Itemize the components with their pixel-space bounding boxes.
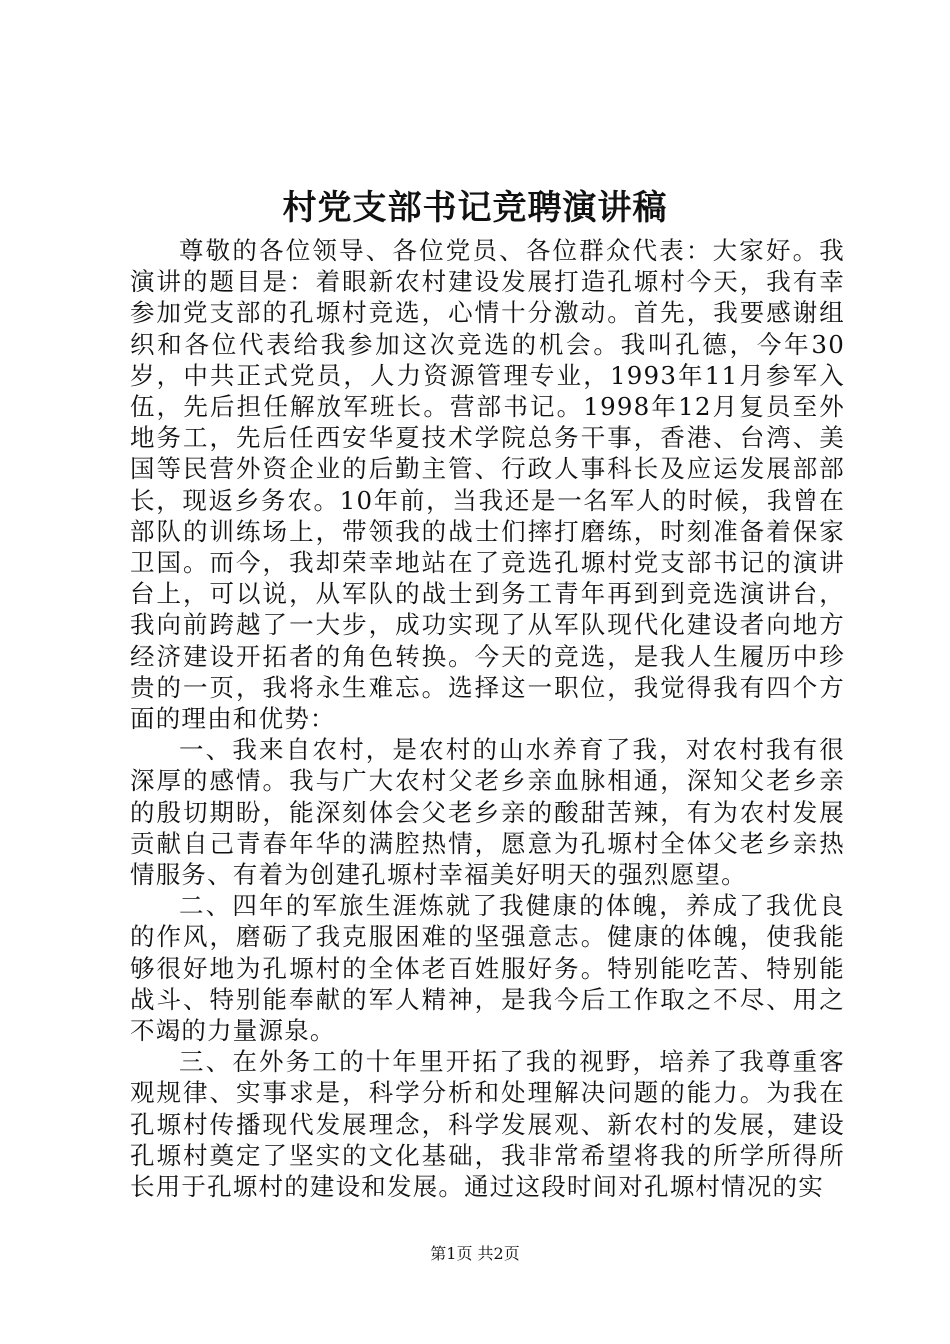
document-body — [130, 235, 845, 1202]
document-title: 村党支部书记竞聘演讲稿 — [282, 188, 668, 228]
paragraph-intro: 尊敬的各位领导、各位党员、各位群众代表：大家好。我演讲的题目是：着眼新农村建设发展打造孔塬村今天，我有幸参加党支部的孔塬村竞选，心情十分激动。首先，我要感谢组织和各位代表给我参加这次竞选的机会。我叫孔德，今年30岁，中共正式党员，人力资源管理专业，1993年11月参军入伍，先后担任解放军班长。营部书记。1998年12月复员至外地务工，先后任西安华夏技术学院总务干事，香港、台湾、美国等民营外资企业的后勤主管、行政人事科长及应运发展部部长，现返乡务农。10年前，当我还是一名军人的时候，我曾在部队的训练场上，带领我的战士们摔打磨练，时刻准备着保家卫国。而今，我却荣幸地站在了竞选孔塬村党支部书记的演讲台上，可以说，从军队的战士到务工青年再到到竞选演讲台，我向前跨越了一大步，成功实现了从军队现代化建设者向地方经济建设开拓者的角色转换。今天的竞选，是我人生履历中珍贵的一页，我将永生难忘。选择这一职位，我觉得我有四个方面的理由和优势： — [130, 236, 845, 734]
paragraph-reason-2: 二、四年的军旅生涯炼就了我健康的体魄，养成了我优良的作风，磨砺了我克服困难的坚强意志。健康的体魄，使我能够很好地为孔塬村的全体老百姓服好务。特别能吃苦、特别能战斗、特别能奉献的军人精神，是我今后工作取之不尽、用之不竭的力量源泉。 — [130, 891, 845, 1046]
page-number-footer: 第1页 共2页 — [430, 1244, 520, 1263]
paragraph-reason-1: 一、我来自农村，是农村的山水养育了我，对农村我有很深厚的感情。我与广大农村父老乡亲血脉相通，深知父老乡亲的殷切期盼，能深刻体会父老乡亲的酸甜苦辣，有为农村发展贡献自己青春年华的满腔热情，愿意为孔塬村全体父老乡亲热情服务、有着为创建孔塬村幸福美好明天的强烈愿望。 — [130, 735, 845, 890]
paragraph-reason-3: 三、在外务工的十年里开拓了我的视野，培养了我尊重客观规律、实事求是，科学分析和处理解决问题的能力。为我在孔塬村传播现代发展理念，科学发展观、新农村的发展，建设孔塬村奠定了坚实的文化基础，我非常希望将我的所学所得所长用于孔塬村的建设和发展。通过这段时间对孔塬村情况的实 — [130, 1047, 845, 1202]
